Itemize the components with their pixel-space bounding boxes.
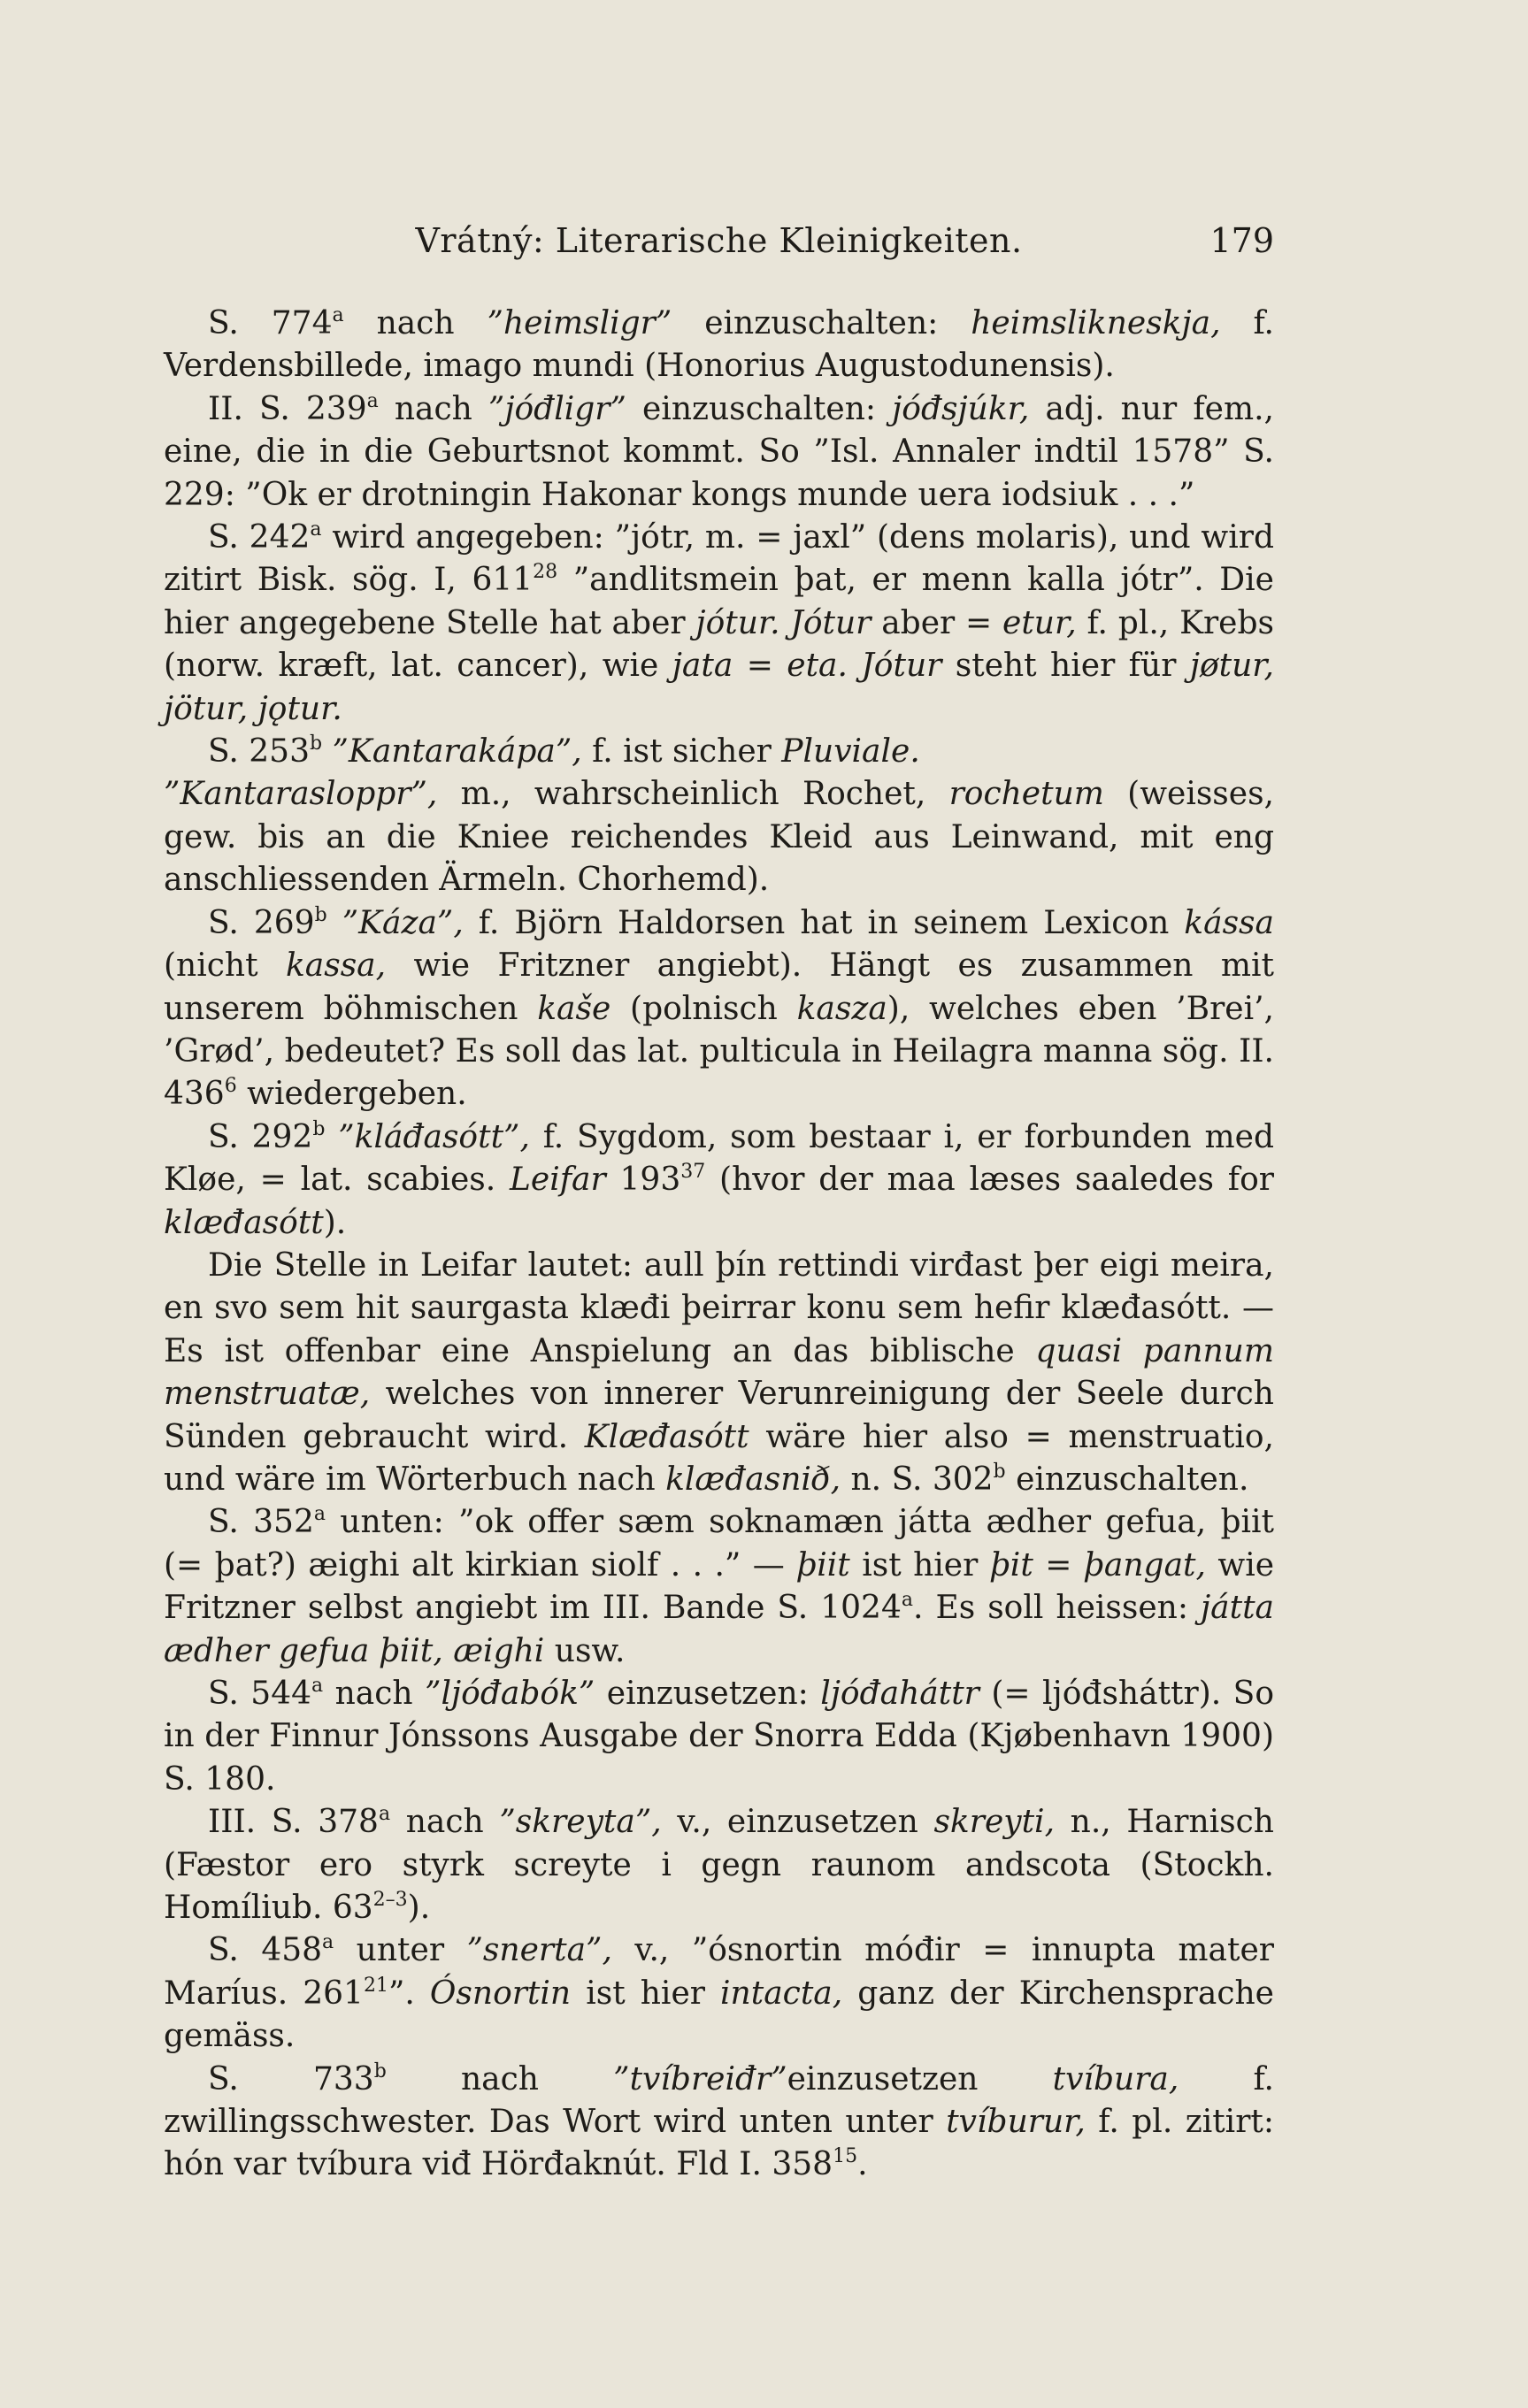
text-run: II. S. 239 (208, 390, 367, 427)
superscript: a (366, 389, 379, 412)
text-run: ist hier (571, 1975, 721, 2012)
italic-text: Ósnortin (429, 1975, 572, 2012)
text-run: ”andlitsmein þat, er menn kalla jótr”. Die hier angegebene Stelle hat aber (164, 562, 1274, 641)
text-run: S. 544 (208, 1676, 312, 1712)
text-run: ”. (388, 1975, 430, 2012)
text-run: nach (323, 1676, 426, 1712)
text-run: einzusetzen: (595, 1676, 821, 1712)
text-run: v., ”ósnortin móđir = innupta mater Maríus. 261 (164, 1932, 1274, 2012)
paragraph (164, 1245, 1274, 1501)
italic-text: tvíbura, (1052, 2060, 1179, 2097)
text-run: f. pl. zitirt: hón var tvíbura viđ Hörđaknút. Fld I. 358 (164, 2104, 1274, 2183)
text-run: nach (343, 305, 488, 341)
italic-text: tvíburur, (946, 2104, 1086, 2141)
italic-text: ”tvíbreiđr” (613, 2060, 787, 2097)
text-run: . (857, 2146, 868, 2183)
italic-text: ”ljóđabók” (425, 1676, 595, 1712)
superscript: a (378, 1803, 391, 1826)
italic-text: Jótur (790, 604, 871, 641)
italic-text: rochetum (948, 776, 1104, 813)
text-run: welches von innerer Verunreinigung der Seele durch Sünden gebraucht wird. (164, 1376, 1274, 1455)
italic-text: intacta, (720, 1975, 843, 2012)
text-run: unten: ”ok offer sæm soknamæn játta ædher gefua, þiit (= þat?) æighi alt kirkian siolf . . .” — (164, 1504, 1275, 1584)
text-run: nach (386, 2060, 614, 2097)
italic-text: Klæđasótt (584, 1418, 749, 1455)
paragraph (164, 1929, 1274, 2058)
italic-text: jótur. (695, 604, 780, 641)
text-run: f. zwillingsschwester. Das Wort wird unten unter (164, 2060, 1275, 2141)
italic-text: kasza (796, 990, 887, 1027)
text-run: v., einzusetzen (661, 1804, 934, 1841)
text-run: adj. nur fem., eine, die in die Geburtsnot kommt. So ”Isl. Annaler indtil 1578” S. 229: ”Ok er drotningin Hakonar kongs munde uera iodsiuk . . .” (164, 390, 1274, 513)
text-run: aber = (871, 604, 1003, 641)
superscript: a (332, 304, 344, 326)
text-run: (hvor der maa læses saaledes for (705, 1162, 1275, 1199)
text-run: wäre hier also = menstruatio, und wäre im Wörterbuch nach (164, 1418, 1274, 1498)
superscript: b (993, 1460, 1006, 1483)
text-run (325, 1119, 338, 1155)
text-run: einzuschalten: (672, 305, 971, 341)
text-run (780, 605, 791, 641)
superscript: b (373, 2059, 387, 2082)
text-run: S. 774 (208, 305, 333, 341)
text-run: III. S. 378 (208, 1804, 379, 1841)
paragraph (164, 1673, 1274, 1801)
page-header (164, 221, 1274, 274)
text-run: ), welches eben ’Brei’, ’Grød’, bedeutet? Es soll das lat. pulticula in Heilagra manna sög. II. 436 (164, 990, 1274, 1113)
text-run: S. 352 (208, 1504, 314, 1541)
superscript: 15 (833, 2145, 858, 2168)
italic-text: klæđasótt (164, 1204, 324, 1241)
text-run: steht hier für (941, 648, 1190, 685)
italic-text: ”Káza”, (342, 904, 464, 941)
superscript: 6 (224, 1075, 237, 1098)
text-run: f. Verdensbillede, imago mundi (Honorius Augustodunensis). (164, 305, 1274, 385)
text-run: ). (407, 1890, 431, 1927)
text-run: S. 253 (208, 733, 310, 771)
text-run: S. 458 (208, 1932, 323, 1969)
text-run: (weisses, gew. bis an die Kniee reichendes Kleid aus Leinwand, mit eng anschliessenden Ärmeln. Chorhemd). (164, 776, 1274, 899)
italic-text: ljóđaháttr (820, 1676, 979, 1712)
text-run: wird angegeben: ”jótr, m. = jaxl” (dens molaris), und wird zitirt Bisk. sög. I, 611 (164, 519, 1274, 599)
text-run: einzuschalten: (626, 390, 893, 427)
italic-text: kássa (1184, 904, 1274, 941)
italic-text: ”skreyta”, (499, 1804, 662, 1841)
italic-text: jóđsjúkr, (892, 390, 1030, 427)
italic-text: játta ædher gefua þiit, æighi (164, 1590, 1275, 1669)
superscript: b (314, 903, 327, 926)
superscript: a (311, 1675, 324, 1697)
italic-text: þit = þangat, (989, 1546, 1206, 1584)
text-run: f. ist sicher (581, 733, 782, 771)
italic-text: jøtur, jötur, jǫtur. (164, 648, 1274, 727)
superscript: a (901, 1589, 913, 1612)
text-run: wie Fritzner angiebt). Hängt es zusammen mit unserem böhmischen (164, 947, 1274, 1027)
text-run: (= ljóđsháttr). So in der Finnur Jónssons Ausgabe der Snorra Edda (Kjøbenhavn 1900) S. 180. (164, 1676, 1275, 1798)
page-number: 179 (1209, 221, 1274, 260)
running-title: Vrátný: Literarische Kleinigkeiten. (415, 221, 1023, 260)
text-run (848, 648, 861, 684)
text-run: nach (378, 390, 488, 427)
paragraph (164, 731, 1274, 773)
body-text (164, 303, 1274, 2187)
superscript: a (310, 518, 322, 541)
superscript: 37 (680, 1161, 706, 1184)
text-run: ). (323, 1204, 347, 1241)
text-run: Die Stelle in Leifar lautet: aull þín rettindi virđast þer eigi meira, en svo sem hit saurgasta klæđi þeirrar konu sem hefir klæđasótt. — Es ist offenbar eine Anspielung an das biblische (164, 1246, 1274, 1369)
superscript: 21 (363, 1974, 388, 1997)
text-run: ist hier (849, 1546, 990, 1584)
paragraph (164, 773, 1274, 901)
text-run: n., Harnisch (Fæstor ero styrk screyte i gegn raunom andscota (Stockh. Homíliub. 63 (164, 1804, 1274, 1927)
text-run: . Es soll heissen: (912, 1590, 1201, 1627)
paragraph (164, 1116, 1274, 1245)
italic-text: ”Kantarasloppr”, (164, 776, 438, 813)
superscript: b (312, 1117, 326, 1140)
text-run: unter (334, 1932, 467, 1969)
italic-text: kaše (537, 990, 611, 1027)
italic-text: ”kláđasótt”, (338, 1118, 530, 1155)
italic-text: þiit (796, 1546, 850, 1584)
text-run: f. Björn Haldorsen hat in seinem Lexicon (463, 904, 1185, 941)
superscript: 2–3 (372, 1889, 408, 1912)
superscript: 28 (533, 561, 558, 584)
text-run: einzusetzen (787, 2060, 1053, 2097)
italic-text: Leifar (509, 1162, 606, 1199)
italic-text: Jótur (861, 648, 942, 685)
italic-text: skreyti, (933, 1804, 1056, 1841)
text-run: 193 (605, 1162, 681, 1199)
text-run: f. pl., Krebs (norw. kræft, lat. cancer), wie (164, 604, 1274, 685)
italic-text: ”heimsligr” (487, 305, 672, 341)
paragraph (164, 902, 1274, 1116)
superscript: a (313, 1503, 326, 1526)
text-run: S. 269 (208, 904, 315, 941)
italic-text: etur, (1002, 604, 1077, 641)
paragraph (164, 1501, 1274, 1673)
text-run: usw. (544, 1632, 626, 1669)
text-run: S. 292 (208, 1118, 313, 1155)
text-run: (nicht (164, 947, 286, 985)
italic-text: heimslikneskja, (971, 305, 1221, 341)
superscript: b (309, 732, 323, 755)
paragraph (164, 1801, 1274, 1929)
italic-text: ”jóđligr” (488, 390, 626, 427)
superscript: a (322, 1931, 334, 1954)
text-run (322, 733, 332, 770)
text-run: (polnisch (610, 990, 797, 1027)
text-run: n. S. 302 (841, 1461, 994, 1498)
text-run: m., wahrscheinlich Rochet, (437, 776, 949, 813)
italic-text: Pluviale. (781, 733, 920, 771)
paragraph (164, 517, 1274, 731)
text-run: wie Fritzner selbst angiebt im III. Bande S. 1024 (164, 1546, 1275, 1627)
italic-text: jata = eta. (672, 648, 848, 685)
paragraph (164, 303, 1274, 388)
text-run: S. 242 (208, 519, 311, 556)
italic-text: quasi pannum menstruatæ, (164, 1332, 1274, 1413)
text-run: nach (390, 1804, 500, 1841)
italic-text: klæđasnið, (665, 1461, 841, 1498)
paragraph (164, 2059, 1274, 2187)
text-run: f. Sygdom, som bestaar i, er forbunden med Kløe, = lat. scabies. (164, 1118, 1274, 1199)
text-run: einzuschalten. (1005, 1461, 1249, 1498)
text-run: wiedergeben. (236, 1076, 467, 1113)
italic-text: ”snerta”, (466, 1932, 612, 1969)
text-run: S. 733 (208, 2060, 374, 2097)
paragraph (164, 388, 1274, 517)
italic-text: kassa, (285, 947, 387, 985)
italic-text: ”Kantarakápa”, (332, 733, 582, 771)
text-run (327, 905, 342, 941)
text-run: ganz der Kirchensprache gemäss. (164, 1975, 1274, 2055)
